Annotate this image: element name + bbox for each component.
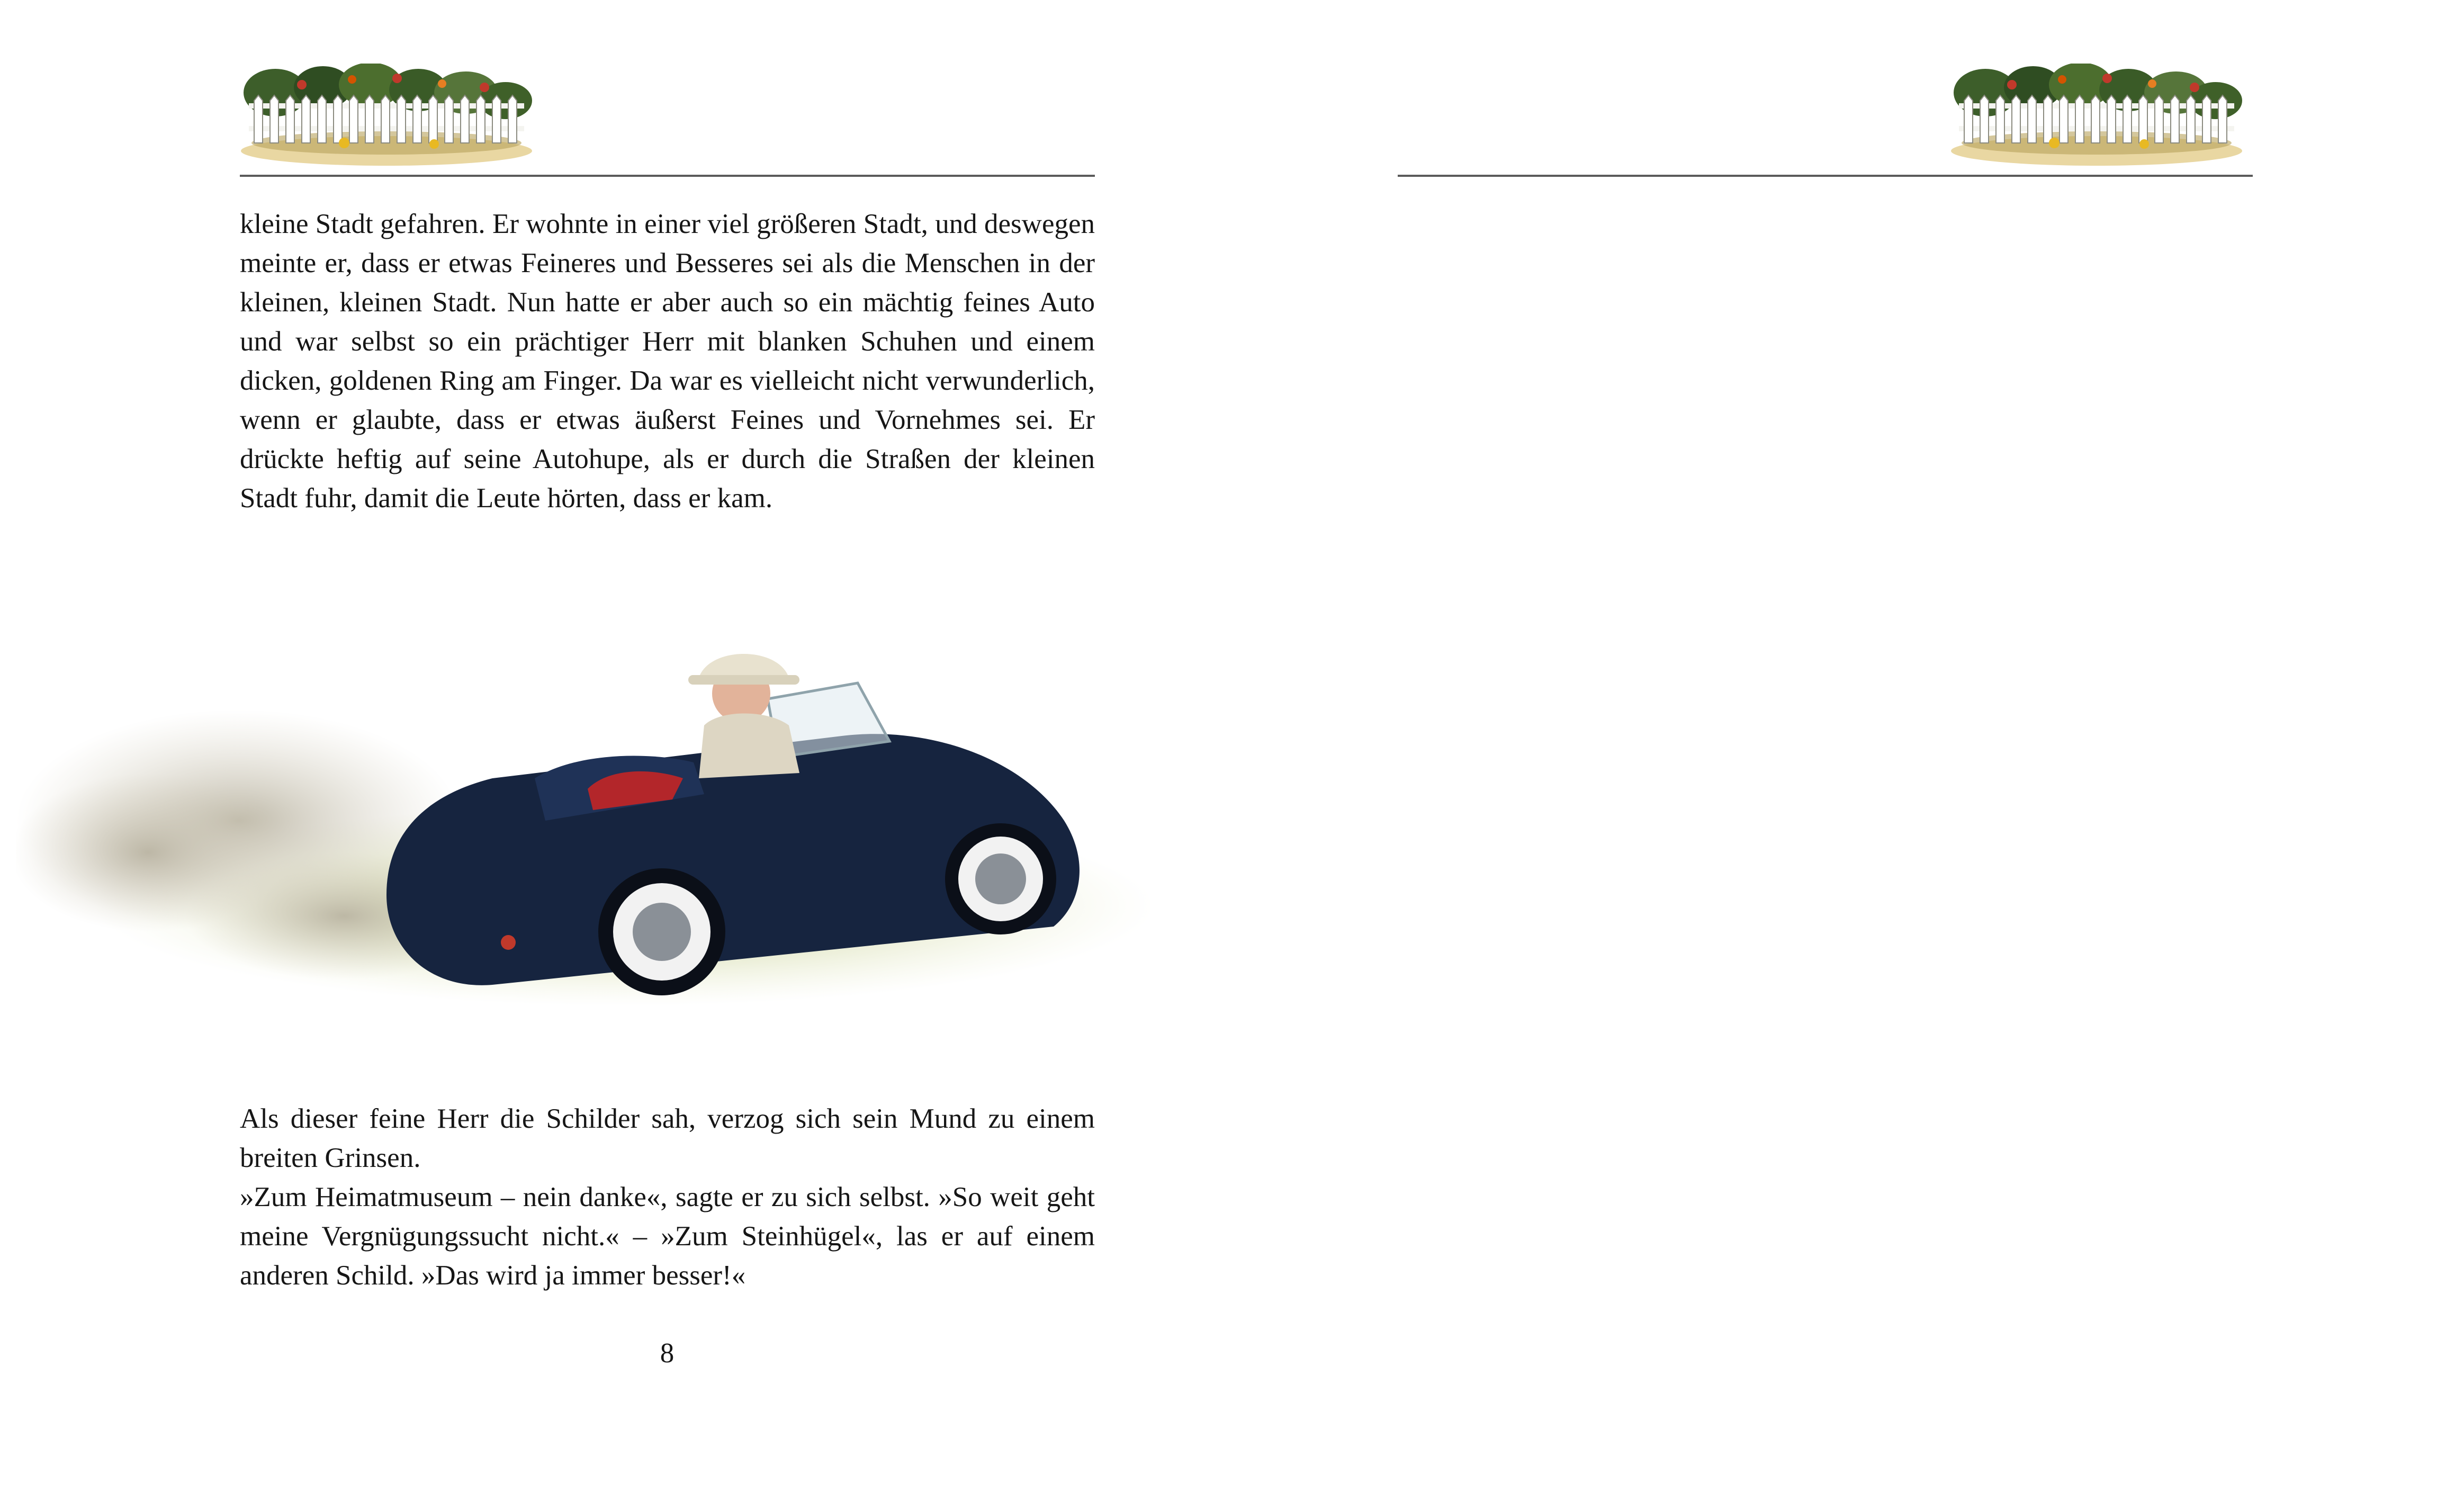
paragraph: kleine Stadt gefahren. Er wohnte in einer viel größeren Stadt, und deswegen meinte er, dass er etwas Feineres und Besseres sei als die Menschen in der kleinen, kleinen Stadt. Nun hatte er aber auch so ein mächtig feines Auto und war selbst so ein prächtiger Herr mit blanken Schuhen und einem dicken, goldenen Ring am Finger. Da war es vielleicht nicht verwunderlich, wenn er glaubte, dass er etwas äußerst Feines und Vornehmes sei. Er drückte heftig auf seine Autohupe, als er durch die Straßen der kleinen Stadt fuhr, damit die Leute hörten, dass er kam. [240, 209, 1095, 514]
left-text-block-bottom [240, 1099, 1095, 1295]
garden-fence-vignette [1948, 64, 2245, 169]
car-illustration [16, 619, 1234, 1022]
left-text-block-top [240, 204, 1095, 518]
paragraph: »Zum Heimatmuseum – nein danke«, sagte er zu sich selbst. »So weit geht meine Vergnügungssucht nicht.« – »Zum Steinhügel«, las er auf einem anderen Schild. »Das wird ja immer besser!« [240, 1182, 1095, 1291]
right-page [1232, 0, 2464, 1501]
header-rule [1398, 175, 2253, 177]
paragraph: Als dieser feine Herr die Schilder sah, verzog sich sein Mund zu einem breiten Grinsen. [240, 1103, 1095, 1173]
page-number-left: 8 [660, 1338, 675, 1369]
garden-fence-vignette [238, 64, 535, 169]
header-rule [240, 175, 1095, 177]
